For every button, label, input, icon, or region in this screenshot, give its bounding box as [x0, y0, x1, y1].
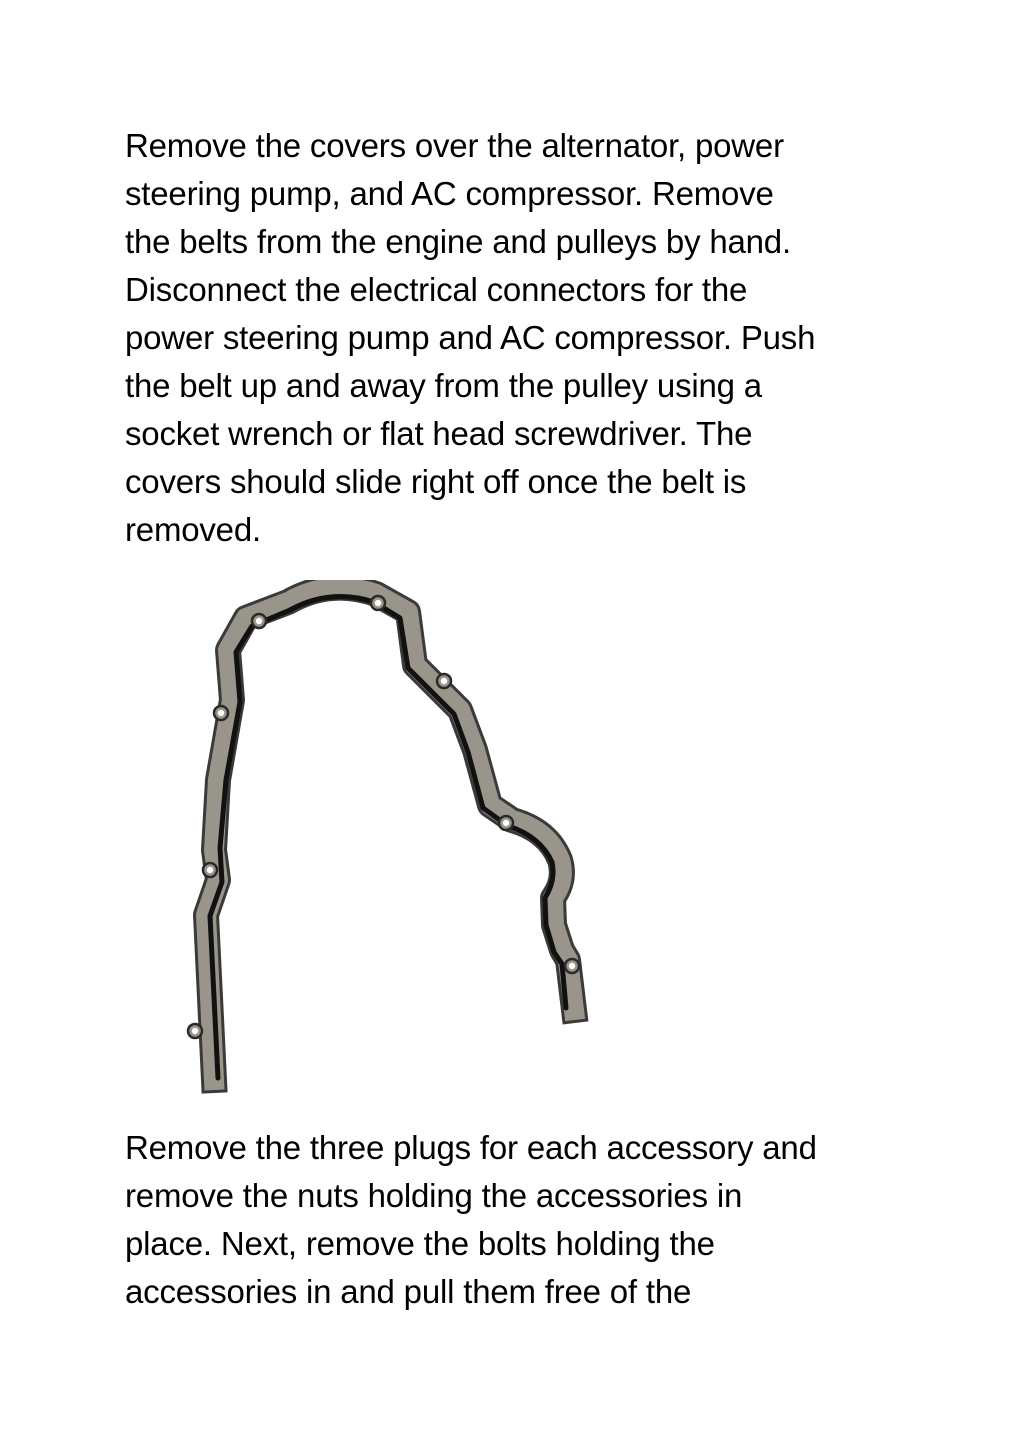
gasket-illustration: [170, 580, 610, 1100]
bolt-hole: [192, 1028, 198, 1034]
gasket-outline: [206, 588, 574, 1080]
gasket-rubber-bead: [210, 597, 566, 1078]
instruction-paragraph-1: Remove the covers over the alternator, power steering pump, and AC compressor. Remove the belts from the engine and pulleys by hand. Disconnect the electrical connectors for the power steering pump and AC compressor. Push the belt up and away from the pulley using a socket wrench or flat head screwdriver. The covers should slide right off once the belt is removed.: [125, 127, 816, 548]
bolt-hole: [441, 678, 447, 684]
instruction-paragraph-2: Remove the three plugs for each accessory and remove the nuts holding the accessories in place. Next, remove the bolts holding the accessories in and pull them free of the: [125, 1129, 817, 1310]
bolt-hole: [218, 710, 224, 716]
timing-cover-gasket-image: [170, 580, 610, 1100]
bolt-hole: [207, 867, 213, 873]
bolt-hole: [569, 963, 575, 969]
bolt-hole: [375, 600, 381, 606]
bolt-hole: [256, 618, 262, 624]
bolt-hole: [503, 820, 509, 826]
